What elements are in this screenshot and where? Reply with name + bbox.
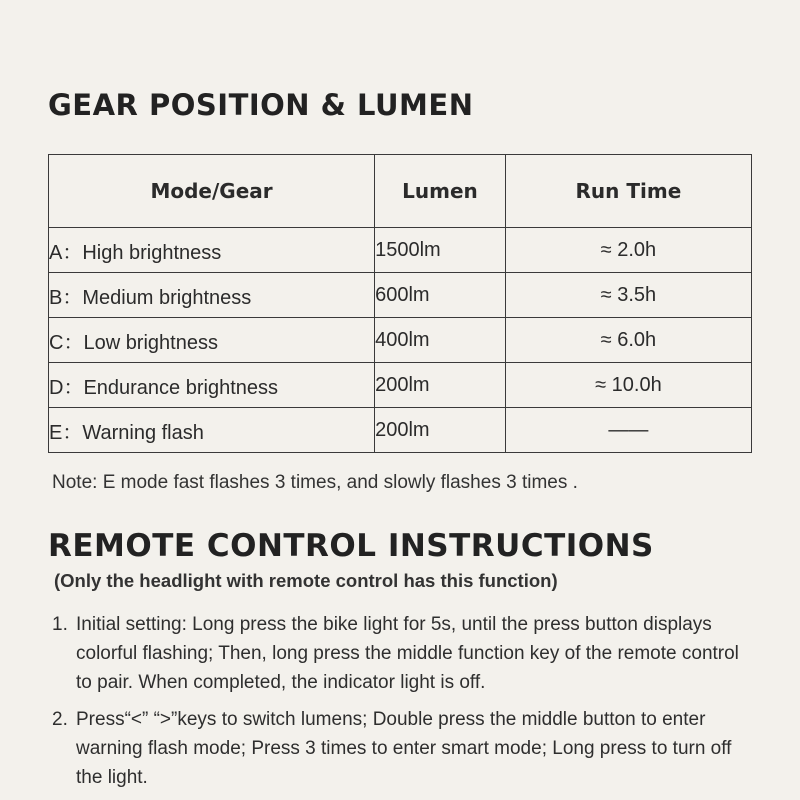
lumen-cell: 600lm [375,273,506,318]
header-run-time: Run Time [505,155,751,228]
instruction-text: Initial setting: Long press the bike light for 5s, until the press button displays colorful flashing; Then, long press the middle function key of the remote control to pair. When completed, the indicator light is off. [76,614,739,693]
instruction-number: 2. [52,709,68,730]
lumen-cell: 200lm [375,408,506,453]
run-time-cell: ≈ 3.5h [505,273,751,318]
run-time-cell: ≈ 2.0h [505,228,751,273]
table-row [49,363,752,408]
header-lumen: Lumen [375,155,506,228]
lumen-cell: 1500lm [375,228,506,273]
mode-cell: C：Low brightness [49,318,375,363]
instruction-item [52,610,752,697]
mode-cell: A：High brightness [49,228,375,273]
table-row [49,228,752,273]
run-time-cell: ≈ 6.0h [505,318,751,363]
table-row [49,273,752,318]
mode-cell: B：Medium brightness [49,273,375,318]
table-row [49,408,752,453]
table-header-row [49,155,752,228]
instruction-number: 1. [52,614,68,635]
header-mode-gear: Mode/Gear [49,155,375,228]
lumen-cell: 200lm [375,363,506,408]
remote-section-title: REMOTE CONTROL INSTRUCTIONS [48,528,654,564]
mode-cell: D：Endurance brightness [49,363,375,408]
instruction-item [52,705,752,792]
run-time-cell: ≈ 10.0h [505,363,751,408]
table-row [49,318,752,363]
gear-section-title: GEAR POSITION & LUMEN [48,88,474,122]
lumen-cell: 400lm [375,318,506,363]
instruction-text: Press“<” “>”keys to switch lumens; Double press the middle button to enter warning flash mode; Press 3 times to enter smart mode; Long press to turn off the light. [76,709,732,788]
table-note: Note: E mode fast flashes 3 times, and slowly flashes 3 times . [52,472,578,493]
mode-cell: E：Warning flash [49,408,375,453]
run-time-cell: —— [505,408,751,453]
gear-table [48,154,752,453]
remote-section-subtitle: (Only the headlight with remote control has this function) [54,570,558,591]
